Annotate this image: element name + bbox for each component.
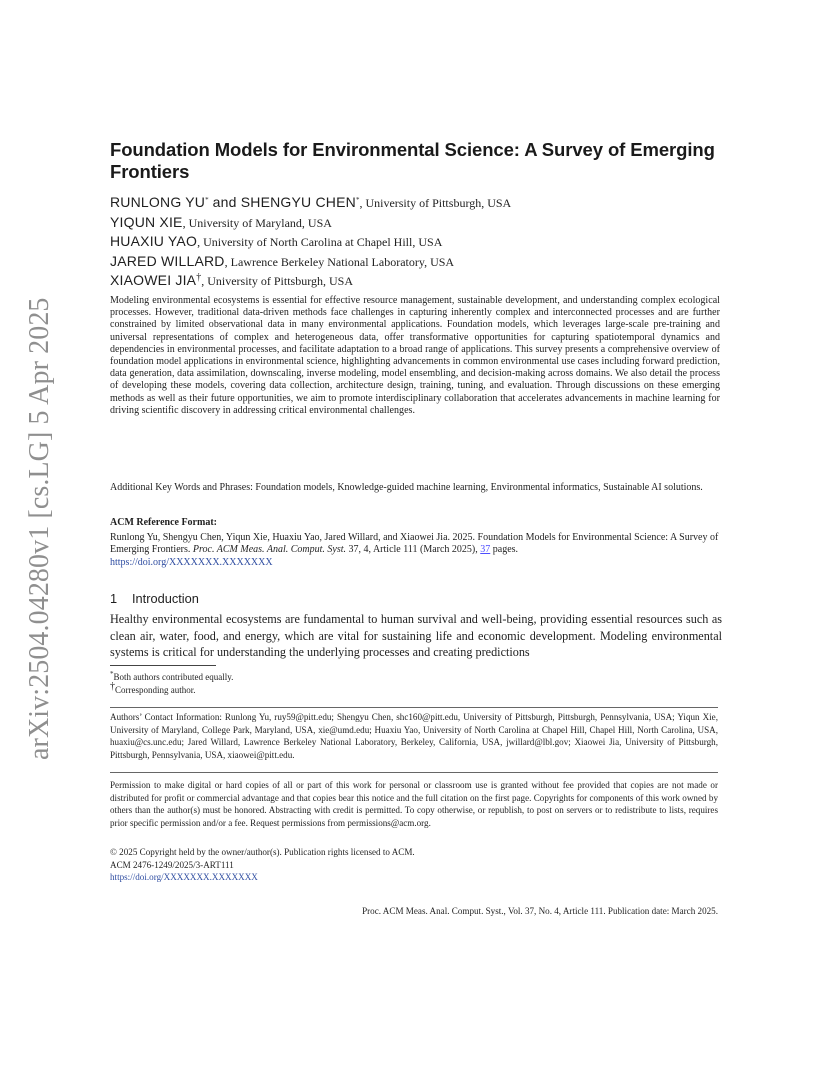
issn-text: ACM 2476-1249/2025/3-ART111: [110, 859, 234, 870]
introduction-heading: [110, 591, 199, 607]
contact-info-divider-top: [110, 707, 718, 708]
author-name-xiaowei-jia: XIAOWEI JIA: [110, 272, 197, 288]
author-affiliation: , University of North Carolina at Chapel Hill, USA: [197, 235, 443, 249]
author-line-4: [110, 252, 730, 272]
pages-suffix: pages.: [490, 544, 519, 556]
author-line-3: [110, 232, 730, 252]
author-affiliation: , University of Maryland, USA: [182, 215, 332, 230]
footnote-text: Corresponding author.: [115, 685, 196, 696]
arxiv-identifier: arXiv:2504.04280v1 [cs.LG] 5 Apr 2025: [24, 297, 55, 760]
author-joiner: and: [208, 194, 241, 210]
paper-title: Foundation Models for Environmental Science: A Survey of Emerging Frontiers: [110, 139, 715, 182]
journal-name: Proc. ACM Meas. Anal. Comput. Syst.: [192, 544, 347, 556]
author-name-runlong-yu: RUNLONG YU: [110, 194, 206, 210]
equal-contribution-marker: *: [355, 196, 360, 204]
authors-contact-information: Authors’ Contact Information: Runlong Yu, ruy59@pitt.edu; Shengyu Chen, shc160@pitt.edu, University of Pittsburgh, Pittsburgh, Pennsylvania, USA; Yiqun Xie, University of Maryland, College Park, Maryland, USA, xie@umd.edu; Huaxiu Yao, University of North Carolina at Chapel Hill, Chapel Hill, North Carolina, USA, huaxiu@cs.unc.edu; Jared Willard, Lawrence Berkeley National Laboratory, Berkeley, California, USA, jwillard@lbl.gov; Xiaowei Jia, University of Pittsburgh, Pittsburgh, Pennsylvania, USA, xiaowei@pitt.edu.: [110, 712, 718, 760]
permission-notice: Permission to make digital or hard copies of all or part of this work for personal or classroom use is granted without fee provided that copies are not made or distributed for profit or commercial advantage and that copies bear this notice and the full citation on the first page. Copyrights for components of this work owned by others than the author(s) must be honored. Abstracting with credit is permitted. To copy otherwise, or republish, to post on servers or to redistribute to lists, requires prior specific permission and/or a fee. Request permissions from permissions@acm.org.: [110, 780, 718, 828]
author-line-2: [110, 213, 730, 233]
keywords: Additional Key Words and Phrases: Foundation models, Knowledge-guided machine learning, Environmental informatics, Sustainable AI solutions.: [110, 482, 703, 493]
copyright-block: [110, 846, 415, 884]
section-number: 1: [110, 591, 118, 606]
footnote-text: Both authors contributed equally.: [113, 672, 234, 682]
footnote-divider: [110, 665, 216, 666]
acm-reference-text: [110, 532, 722, 569]
introduction-text: Healthy environmental ecosystems are fundamental to human survival and well-being, providing essential resources such as clean air, water, food, and energy, which are vital for sustaining life and economic development. Modeling environmental systems is critical for understanding the underlying processes and creating predictions: [110, 612, 722, 660]
author-affiliation: , University of Pittsburgh, USA: [201, 274, 354, 288]
footnote-marker: *: [110, 670, 114, 678]
author-list: [110, 193, 730, 291]
footer-doi-link[interactable]: https://doi.org/XXXXXXX.XXXXXXX: [110, 872, 258, 882]
footnotes: [110, 671, 233, 697]
author-name-jared-willard: JARED WILLARD: [110, 252, 225, 269]
author-affiliation: , Lawrence Berkeley National Laboratory, USA: [224, 254, 455, 269]
footnote-corresponding-author: [110, 681, 233, 697]
author-line-1: [110, 193, 730, 213]
contact-info-divider-bottom: [110, 772, 718, 773]
footnote-marker: †: [110, 681, 115, 693]
equal-contribution-marker: *: [205, 196, 209, 204]
section-title: Introduction: [132, 591, 199, 606]
doi-link[interactable]: https://doi.org/XXXXXXX.XXXXXXX: [110, 556, 273, 568]
copyright-text: © 2025 Copyright held by the owner/author(s). Publication rights licensed to ACM.: [110, 847, 415, 857]
page-count-link[interactable]: 37: [480, 544, 491, 556]
author-name-shengyu-chen: SHENGYU CHEN: [240, 194, 356, 210]
acm-reference-heading: ACM Reference Format:: [110, 517, 217, 528]
author-name-yiqun-xie: YIQUN XIE: [110, 213, 183, 230]
publication-footer: Proc. ACM Meas. Anal. Comput. Syst., Vol. 37, No. 4, Article 111. Publication date: March 2025.: [362, 906, 718, 916]
acm-reference-authors-title: Runlong Yu, Shengyu Chen, Yiqun Xie, Huaxiu Yao, Jared Willard, and Xiaowei Jia. 2025. Foundation Models for Environmental Science: A Survey of Emerging Frontiers.: [110, 532, 719, 556]
abstract: Modeling environmental ecosystems is essential for effective resource management, sustainable development, and understanding complex ecological processes. However, traditional data-driven methods face challenges in capturing inherently complex and interconnected processes and are further constrained by limited observational data in many environmental applications. Foundation models, which leverages large-scale pre-training and universal representations of complex and heterogeneous data, offer transformative opportunities for capturing spatiotemporal dynamics and dependencies in environmental processes, and facilitate adaptation to a broad range of applications. This survey presents a comprehensive overview of foundation model applications in environmental science, highlighting advancements in common environmental use cases including forward prediction, data generation, data assimilation, downscaling, inverse modeling, model ensembling, and decision-making across domains. We also detail the process of developing these models, covering data collection, architecture design, training, tuning, and evaluation. Through discussions on these emerging methods as well as their future opportunities, we aim to promote interdisciplinary collaboration that accelerates advancements in machine learning for driving scientific discovery in addressing critical environmental challenges.: [110, 295, 720, 416]
author-name-huaxiu-yao: HUAXIU YAO: [110, 233, 198, 249]
author-affiliation: , University of Pittsburgh, USA: [359, 196, 512, 210]
corresponding-author-marker: †: [196, 272, 202, 283]
author-line-5: [110, 271, 730, 291]
footnote-equal-contribution: [110, 671, 233, 684]
journal-details: 37, 4, Article 111 (March 2025),: [346, 544, 481, 556]
